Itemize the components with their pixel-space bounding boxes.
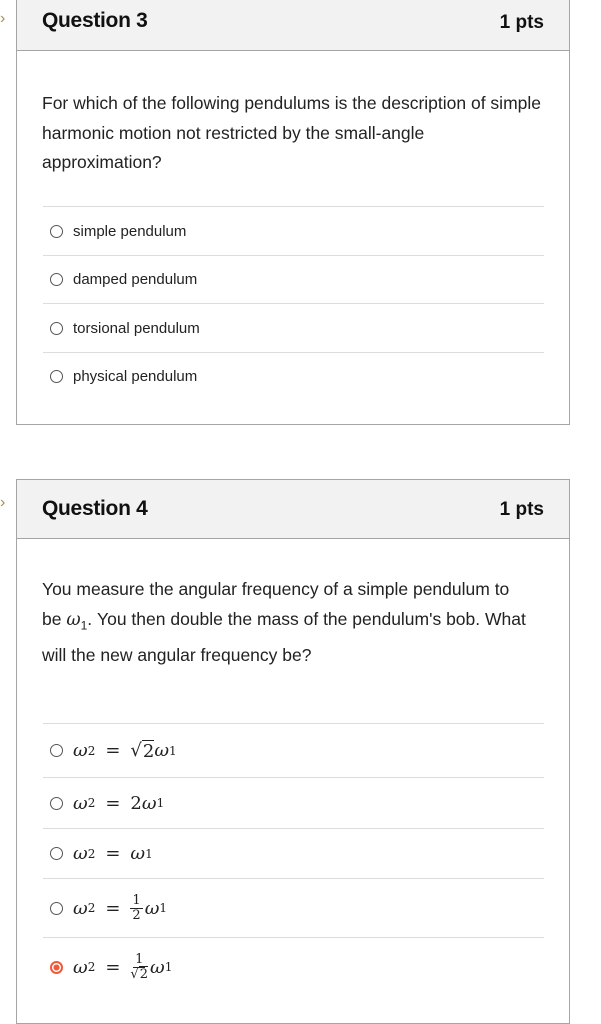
radio-button[interactable] [50, 322, 63, 335]
option-formula: ω 2 = $\frac{1}{2}$ ω 1 [73, 892, 168, 923]
option-formula: ω 2 = ω 1 [73, 843, 153, 864]
answer-option[interactable] [43, 777, 544, 828]
option-label: damped pendulum [73, 271, 198, 288]
collapse-arrow-icon[interactable]: › [0, 494, 6, 511]
question-text: For which of the following pendulums is the description of simple harmonic motion not restricted by the small-angle approximation? [42, 93, 541, 172]
radio-button[interactable] [50, 902, 63, 915]
question-header [17, 0, 569, 51]
question-3-card [16, 0, 570, 425]
question-points: 1 pts [499, 499, 544, 520]
question-header [17, 480, 569, 539]
option-label: torsional pendulum [73, 319, 200, 337]
radio-button[interactable] [50, 847, 63, 860]
answer-option[interactable] [43, 206, 544, 255]
answer-option[interactable] [43, 723, 544, 777]
answer-option[interactable] [43, 255, 544, 303]
option-formula: ω 2 = √ 2 ω 1 [73, 740, 177, 762]
question-title: Question 3 [42, 9, 148, 32]
question-points: 1 pts [499, 12, 544, 33]
answer-option[interactable] [43, 303, 544, 352]
option-label: simple pendulum [73, 222, 187, 240]
radio-button[interactable] [50, 273, 63, 286]
answer-option[interactable] [43, 828, 544, 878]
radio-button[interactable] [50, 744, 63, 757]
option-formula: ω 2 = 2 ω 1 [73, 792, 165, 814]
collapse-arrow-icon[interactable]: › [0, 10, 6, 27]
option-formula: ω 2 = $\frac{1}{√2}$ ω 1 [73, 951, 173, 982]
answer-option-selected[interactable] [43, 937, 544, 996]
question-4-card [16, 479, 570, 1024]
radio-button[interactable] [50, 797, 63, 810]
radio-button[interactable] [50, 225, 63, 238]
question-text: You measure the angular frequency of a simple pendulum to be $\omega_1$. You then double the mass of the pendulum's bob. What will the new angular frequency be? [42, 579, 526, 665]
option-label: physical pendulum [73, 367, 198, 385]
radio-button[interactable] [50, 370, 63, 383]
answer-option[interactable] [43, 878, 544, 937]
radio-button-selected[interactable] [50, 961, 63, 974]
answer-option[interactable] [43, 352, 544, 399]
question-title: Question 4 [42, 497, 148, 520]
